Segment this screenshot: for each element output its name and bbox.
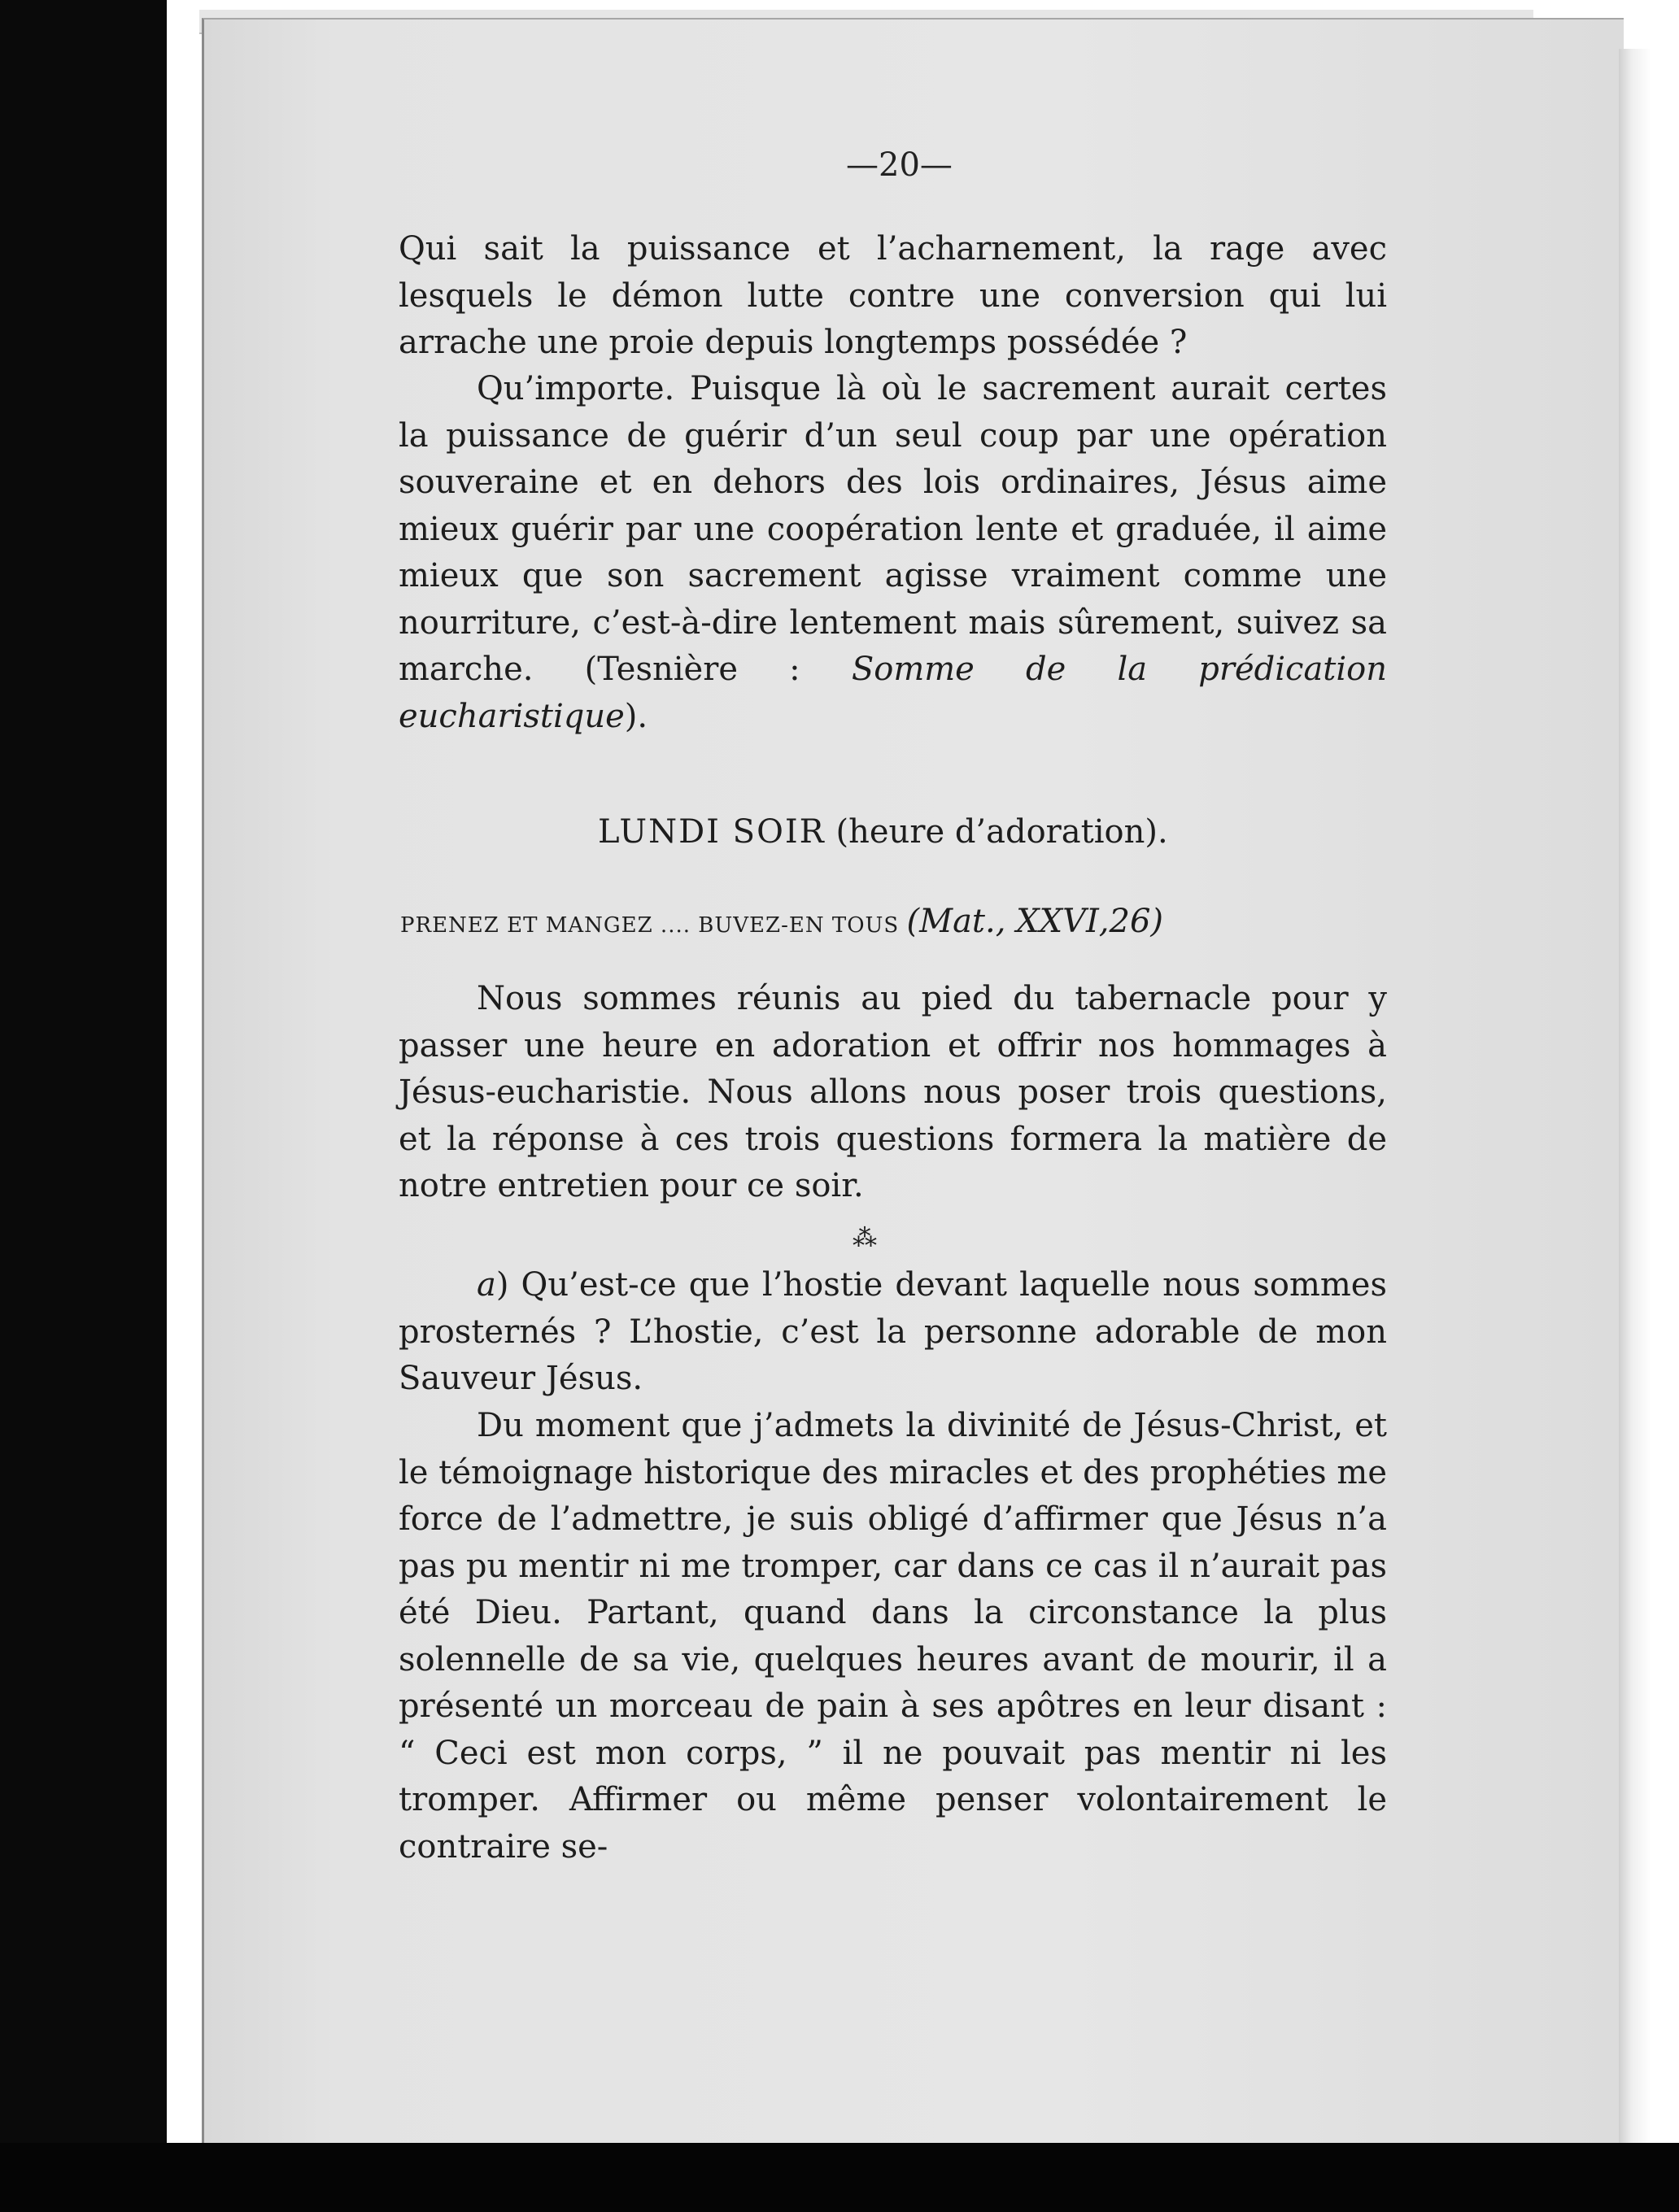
epigraph-text: PRENEZ ET MANGEZ .... BUVEZ-EN TOUS [400,913,900,938]
paragraph-2-text [399,366,1387,740]
paragraph-3-text: Nous sommes réunis au pied du tabernacle pour y passer une heure en adoration et offrir nos hommages à Jésus-eucharistie. Nous allons nous poser trois questions, et la réponse à ces trois questions formera la matière de notre entretien pour ce soir. [399,980,1387,1204]
paragraph-3 [399,976,1387,1210]
paragraph-2-end: ). [624,697,648,735]
paragraph-1-text: Qui sait la puissance et l’acharnement, la rage avec lesquels le démon lutte contre une conversion qui lui arrache une proie depuis longtemps possédée ? [399,230,1387,361]
paragraph-2 [399,366,1387,740]
section-title-rest: (heure d’adoration). [835,813,1168,851]
page-number: —20— [846,146,953,184]
paragraph-1 [399,226,1387,367]
section-title-caps: LUNDI SOIR [598,813,826,851]
paragraph-4-text [399,1262,1387,1403]
paragraph-4-body: ) Qu’est-ce que l’hostie devant laquelle nous sommes prosternés ? L’hostie, c’est la personne adorable de mon Sauveur Jésus. [399,1266,1387,1397]
paragraph-4-label: a [477,1266,496,1304]
citation-title: Somme de la prédication eucharistique [399,651,1387,735]
section-separator-stars: ⁂ [853,1224,877,1252]
scan-border-bottom [0,2143,1679,2212]
epigraph-reference: (Mat., XXVI,26) [906,903,1164,940]
paragraph-5-text: Du moment que j’admets la divinité de Jésus-Christ, et le témoignage historique des miracles et des prophéties me force de l’admettre, je suis obligé d’affirmer que Jésus n’a pas pu mentir ni me tromper, car dans ce cas il n’aurait pas été Dieu. Partant, quand dans la circonstance la plus solennelle de sa vie, quelques heures avant de mourir, il a présenté un morceau de pain à ses apôtres en leur disant : “ Ceci est mon corps, ” il ne pouvait pas mentir ni les tromper. Affirmer ou même penser volontairement le contraire se- [399,1407,1387,1866]
paragraph-4 [399,1262,1387,1403]
section-title [598,813,1168,851]
paragraph-2-body: Qu’importe. Puisque là où le sacrement aurait certes la puissance de guérir d’un seul coup par une opération souveraine et en dehors des lois ordinaires, Jésus aime mieux guérir par une coopération lente et graduée, il aime mieux que son sacrement agisse vraiment comme une nourriture, c’est-à-dire lentement mais sûrement, suivez sa marche. (Tesnière : [399,370,1387,688]
scan-border-left [0,0,167,2212]
page-right-edge [1619,49,1651,2163]
paragraph-5 [399,1403,1387,1870]
epigraph [400,903,1393,940]
